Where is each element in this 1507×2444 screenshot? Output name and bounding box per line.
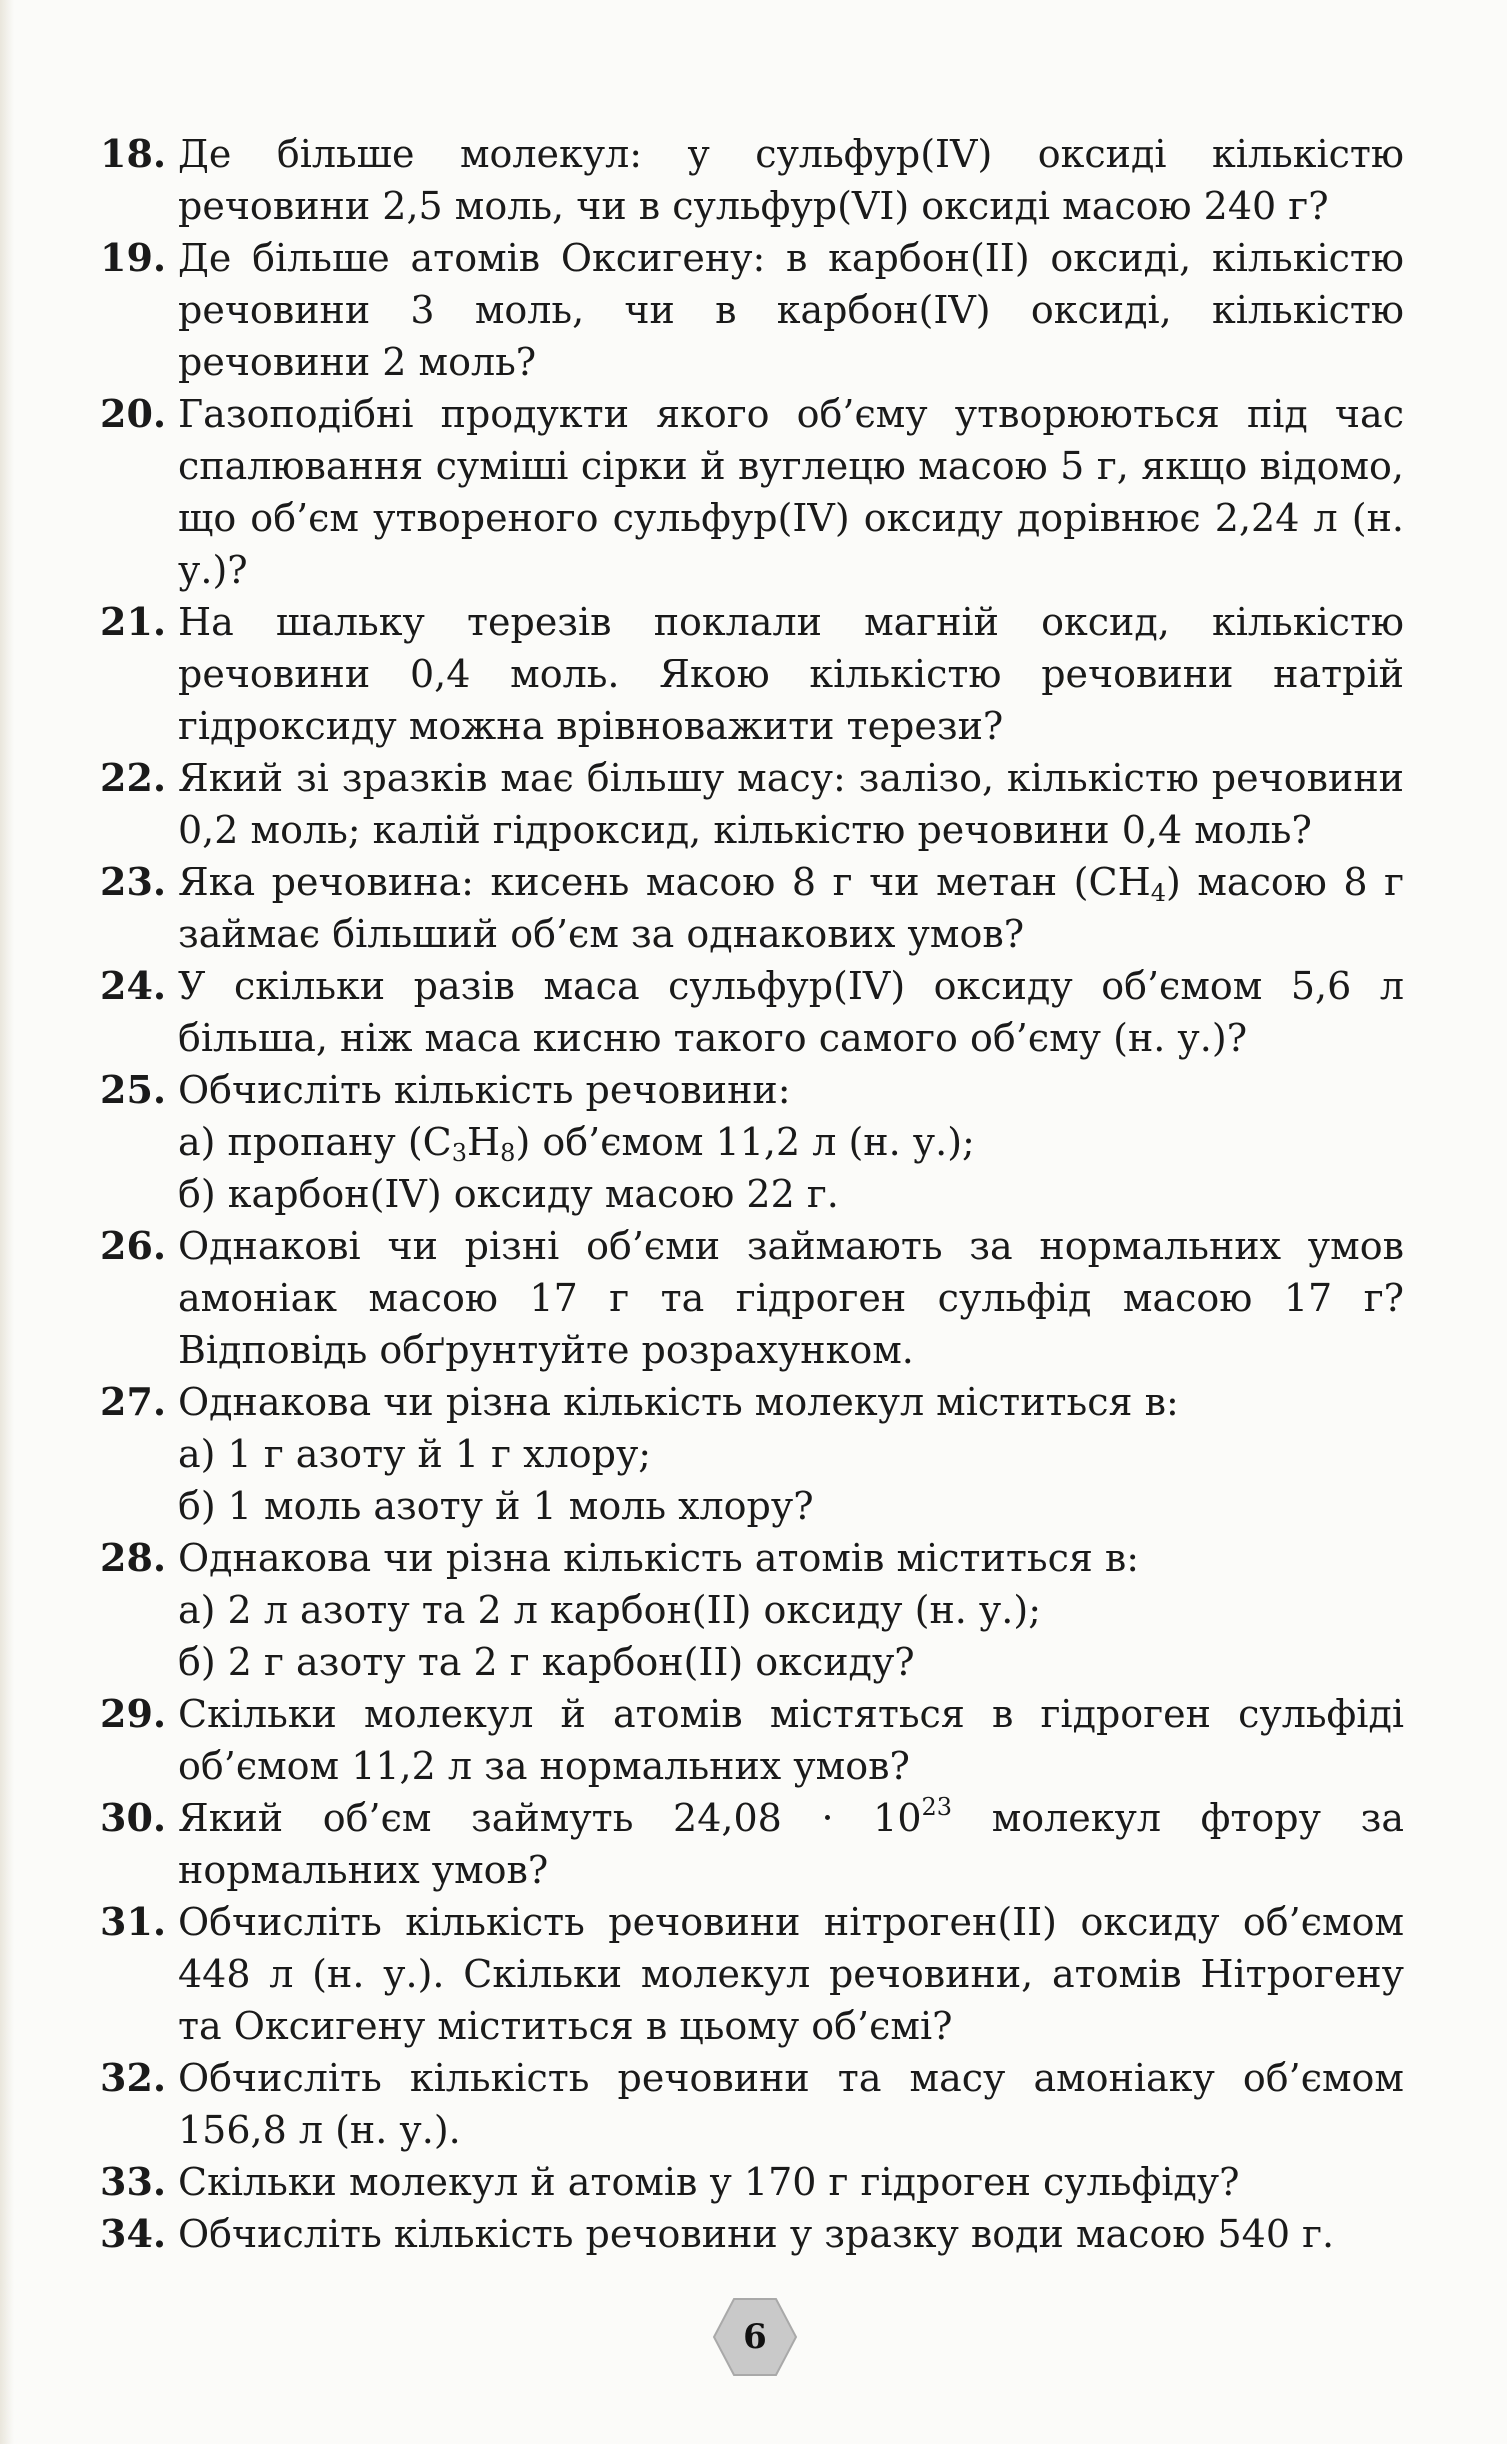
problem-text: Обчисліть кількість речовини та масу амоніаку об’ємом 156,8 л (н. у.).: [178, 2056, 1404, 2152]
sub-item-text: ) об’ємом 11,2 л (н. у.);: [515, 1120, 975, 1164]
problem-27: [100, 1376, 1404, 1532]
problem-number: 27.: [100, 1379, 167, 1424]
sub-item-a: а) 2 л азоту та 2 л карбон(II) оксиду (н. у.);: [178, 1588, 1041, 1632]
problem-number: 28.: [100, 1535, 167, 1580]
power-superscript: 23: [921, 1793, 953, 1821]
problem-number: 25.: [100, 1067, 167, 1112]
problem-24: [100, 960, 1404, 1064]
problem-22: [100, 752, 1404, 856]
problem-23: [100, 856, 1404, 960]
problem-text: Де більше атомів Оксигену: в карбон(II) оксиді, кількістю речовини 3 моль, чи в карбон(IV) оксиді, кількістю речовини 2 моль?: [178, 236, 1404, 384]
problem-text: Обчисліть кількість речовини:: [178, 1068, 791, 1112]
sub-item-b: б) карбон(IV) оксиду масою 22 г.: [178, 1172, 839, 1216]
text-after-formula: ) масою 8 г займає більший об’єм за однакових умов?: [178, 860, 1404, 956]
sub-item-text: а) пропану (C: [178, 1120, 452, 1164]
problem-text: На шальку терезів поклали магній оксид, кількістю речовини 0,4 моль. Якою кількістю речовини натрій гідроксиду можна врівноважити терези?: [178, 600, 1404, 748]
text-before-formula: Яка речовина: кисень масою 8 г чи метан (CH: [178, 860, 1151, 904]
problem-number: 31.: [100, 1899, 167, 1944]
problem-text: Скільки молекул й атомів містяться в гідроген сульфіді об’ємом 11,2 л за нормальних умов?: [178, 1692, 1404, 1788]
problem-text: Обчисліть кількість речовини у зразку води масою 540 г.: [178, 2212, 1335, 2256]
problem-text: Скільки молекул й атомів у 170 г гідроген сульфіду?: [178, 2160, 1240, 2204]
formula-subscript: 8: [500, 1139, 516, 1167]
problem-number: 32.: [100, 2055, 167, 2100]
problem-text: Однакові чи різні об’єми займають за нормальних умов амоніак масою 17 г та гідроген сульфід масою 17 г? Відповідь обґрунтуйте розрахунком.: [178, 1224, 1404, 1372]
problem-18: [100, 128, 1404, 232]
problem-text: [178, 856, 1404, 960]
problem-text: Де більше молекул: у сульфур(IV) оксиді кількістю речовини 2,5 моль, чи в сульфур(VI) оксиді масою 240 г?: [178, 132, 1404, 228]
problem-25: [100, 1064, 1404, 1220]
page-edge-shadow: [0, 0, 14, 2444]
problem-text: Однакова чи різна кількість молекул міститься в:: [178, 1380, 1179, 1424]
text-before-power: Який об’єм займуть 24,08 · 10: [178, 1796, 922, 1840]
problem-number: 34.: [100, 2211, 167, 2256]
problem-20: [100, 388, 1404, 596]
problem-number: 29.: [100, 1691, 167, 1736]
problem-number: 21.: [100, 599, 167, 644]
problem-text: Однакова чи різна кількість атомів міститься в:: [178, 1536, 1140, 1580]
problem-32: [100, 2052, 1404, 2156]
problem-list: [100, 128, 1404, 2260]
problem-number: 30.: [100, 1795, 167, 1840]
problem-31: [100, 1896, 1404, 2052]
problem-number: 26.: [100, 1223, 167, 1268]
problem-text: [178, 1792, 1404, 1896]
problem-26: [100, 1220, 1404, 1376]
problem-29: [100, 1688, 1404, 1792]
formula-subscript: 4: [1150, 879, 1166, 907]
problem-number: 22.: [100, 755, 167, 800]
page-number-badge: [712, 2297, 798, 2377]
problem-number: 19.: [100, 235, 167, 280]
problem-34: [100, 2208, 1404, 2260]
sub-item-b: б) 1 моль азоту й 1 моль хлору?: [178, 1484, 814, 1528]
text-after-power: молекул фтору за нормальних умов?: [178, 1796, 1404, 1892]
problem-19: [100, 232, 1404, 388]
sub-item-a: а) 1 г азоту й 1 г хлору;: [178, 1432, 652, 1476]
sub-item-a: [178, 1116, 1404, 1168]
problem-text: Газоподібні продукти якого об’єму утворюються під час спалювання суміші сірки й вуглецю масою 5 г, якщо відомо, що об’єм утвореного сульфур(IV) оксиду дорівнює 2,24 л (н. у.)?: [178, 392, 1404, 592]
problem-30: [100, 1792, 1404, 1896]
problem-text: У скільки разів маса сульфур(IV) оксиду об’ємом 5,6 л більша, ніж маса кисню такого самого об’єму (н. у.)?: [178, 964, 1404, 1060]
formula-subscript: 3: [451, 1139, 468, 1167]
problem-21: [100, 596, 1404, 752]
problem-number: 20.: [100, 391, 167, 436]
problem-number: 24.: [100, 963, 167, 1008]
sub-item-text: H: [467, 1120, 501, 1164]
problem-33: [100, 2156, 1404, 2208]
problem-28: [100, 1532, 1404, 1688]
problem-text: Обчисліть кількість речовини нітроген(II) оксиду об’ємом 448 л (н. у.). Скільки молекул речовини, атомів Нітрогену та Оксигену міститься в цьому об’ємі?: [178, 1900, 1404, 2048]
page-number: 6: [743, 2317, 767, 2357]
sub-item-b: б) 2 г азоту та 2 г карбон(II) оксиду?: [178, 1640, 915, 1684]
problem-text: Який зі зразків має більшу масу: залізо, кількістю речовини 0,2 моль; калій гідроксид, кількістю речовини 0,4 моль?: [178, 756, 1404, 852]
problem-number: 18.: [100, 131, 167, 176]
problem-number: 23.: [100, 859, 167, 904]
problem-number: 33.: [100, 2159, 167, 2204]
